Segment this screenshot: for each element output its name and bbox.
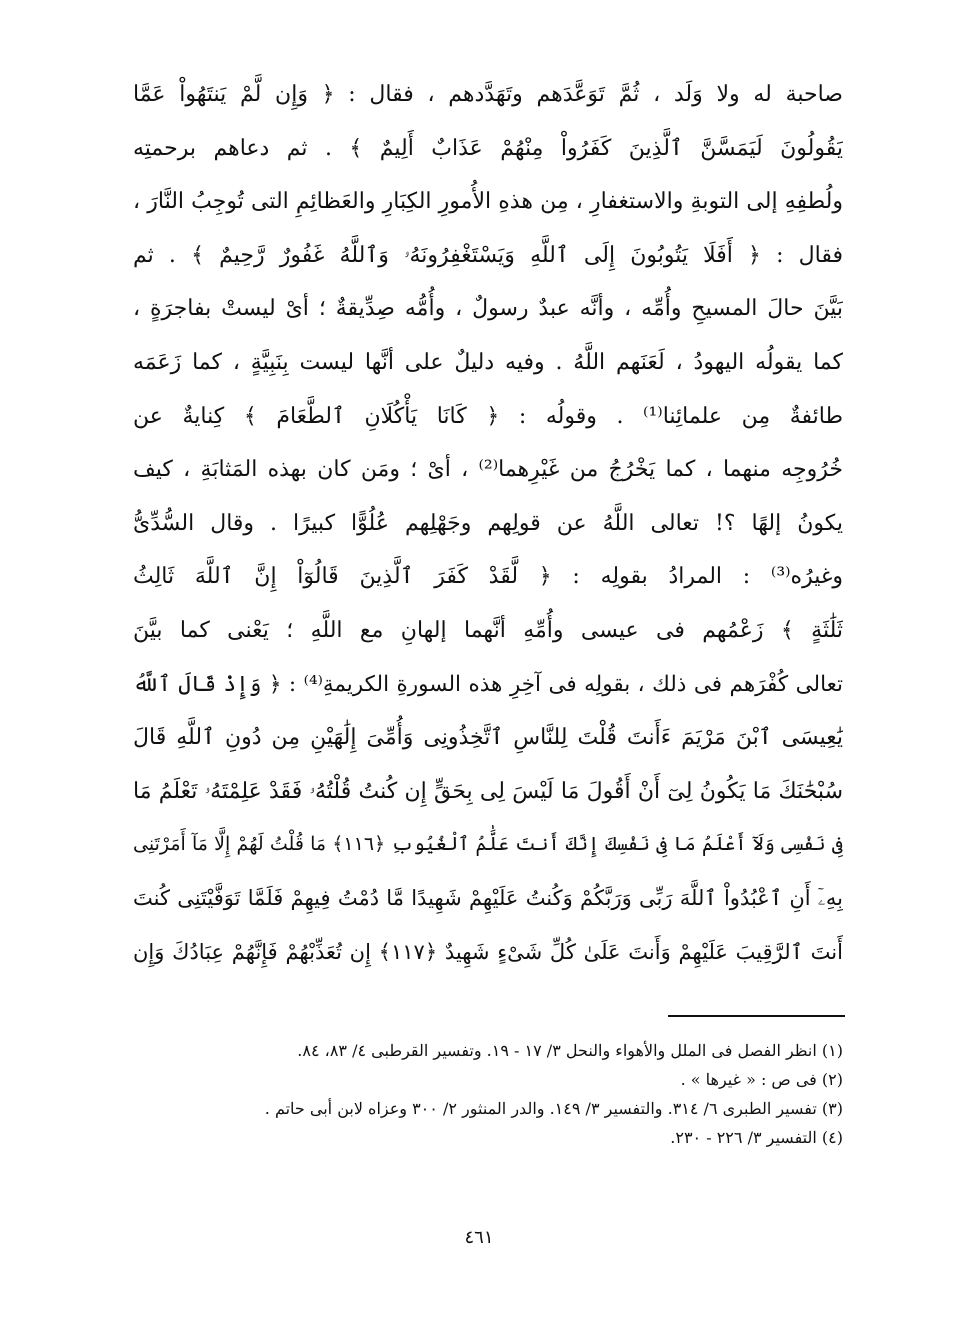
footnote: (١) انظر الفصل فى الملل والأهواء والنحل ٣/ ١٧ - ١٩. وتفسير القرطبى ٤/ ٨٣، ٨٤.	[297, 1041, 843, 1060]
text-line: يَٰعِيسَى ٱبْنَ مَرْيَمَ ءَأَنتَ قُلْتَ لِلنَّاسِ ٱتَّخِذُونِى وَأُمِّىَ إِلَٰهَيْنِ مِن دُونِ ٱللَّهِ قَالَ	[133, 725, 843, 751]
text-line: تعالى كُفْرَهم فى ذلك ، بقولِه فى آخِرِ هذه السورةِ الكريمةِ⁽⁴⁾ : ﴿ وَإِذْ قَالَ ٱللَّهُ	[133, 671, 843, 697]
text-line: كما يقولُه اليهودُ ، لَعَنَهم اللَّهُ . وفيه دليلٌ على أنَّها ليست بِنَبِيَّةٍ ، كما زَعَمَه	[133, 349, 843, 375]
text-line: ولُطفِهِ إلى التوبةِ والاستغفارِ ، مِن هذهِ الأُمورِ الكِبَارِ والعَظائِمِ التى تُوجِبُ النَّارَ ،	[133, 189, 843, 215]
text-line: أَنتَ ٱلرَّقِيبَ عَلَيْهِمْ وَأَنتَ عَلَىٰ كُلِّ شَىْءٍ شَهِيدٌ ﴿١١٧﴾ إِن تُعَذِّبْهُمْ فَإِنَّهُمْ عِبَادُكَ وَإِن	[133, 939, 843, 964]
text-line: يكونُ إلهًا ؟! تعالى اللَّهُ عن قولِهم وجَهْلِهم عُلُوًّا كبيرًا . وقال السُّدِّىُّ	[133, 510, 843, 536]
text-line: فِى نَفْسِى وَلَآ أَعْلَمُ مَا فِى نَفْسِكَ إِنَّكَ أَنتَ عَلَّٰمُ ٱلْغُيُوبِ ﴿١١٦﴾ مَا قُلْتُ لَهُمْ إِلَّا مَآ أَمَرْتَنِى	[133, 833, 843, 856]
footnote-separator	[668, 1015, 845, 1017]
footnotes	[150, 1036, 843, 1152]
text-line: بِهِۦٓ أَنِ ٱعْبُدُواْ ٱللَّهَ رَبِّى وَرَبَّكُمْ وَكُنتُ عَلَيْهِمْ شَهِيدًا مَّا دُمْتُ فِيهِمْ فَلَمَّا تَوَفَّيْتَنِى كُنتَ	[133, 885, 843, 910]
text-line: خُرُوجِه منهما ، كما يَخْرُجُ من غَيْرِهما⁽²⁾ ، أىْ ؛ ومَن كان بهذه المَثابَةِ ، كيف	[133, 457, 843, 483]
text-line: بَيَّنَ حالَ المسيحِ وأُمِّه ، وأنَّه عبدٌ رسولٌ ، وأُمُّه صِدِّيقةٌ ؛ أىْ ليستْ بفاجرَةٍ ،	[133, 296, 843, 322]
text-line: طائفةٌ مِن علمائِنا⁽¹⁾ . وقولُه : ﴿ كَانَا يَأْكُلَانِ ٱلطَّعَامَ ﴾ كِنايةٌ عن	[133, 403, 843, 429]
text-line: صاحبة له ولا وَلَد ، ثُمَّ تَوَعَّدَهم وتَهَدَّدهم ، فقال : ﴿ وَإِن لَّمْ يَنتَهُواْ عَمَّا	[133, 82, 843, 107]
footnote: (٢) فى ص : « غيرها » .	[680, 1070, 843, 1089]
text-line: سُبْحَٰنَكَ مَا يَكُونُ لِىٓ أَنْ أَقُولَ مَا لَيْسَ لِى بِحَقٍّ إِن كُنتُ قُلْتُهُۥ فَقَدْ عَلِمْتَهُۥ تَعْلَمُ مَا	[133, 778, 843, 804]
text-line: فقال : ﴿ أَفَلَا يَتُوبُونَ إِلَى ٱللَّهِ وَيَسْتَغْفِرُونَهُۥ وَٱللَّهُ غَفُورٌ رَّحِيمٌ ﴾ . ثم	[133, 242, 843, 268]
page-number: ٤٦١	[464, 1227, 494, 1248]
text-line: ثَلَٰثَةٍ ﴾ زَعْمُهم فى عيسى وأُمِّهِ أنَّهما إلهانِ مع اللَّهِ ؛ يَعْنى كما بيَّنَ	[133, 617, 843, 643]
main-text	[133, 68, 843, 979]
text-line: وغيرُه⁽³⁾ : المرادُ بقولِه : ﴿ لَّقَدْ كَفَرَ ٱلَّذِينَ قَالُوٓاْ إِنَّ ٱللَّهَ ثَالِثُ	[133, 564, 843, 590]
footnote: (٣) تفسير الطبرى ٦/ ٣١٤. والتفسير ٣/ ١٤٩. والدر المنثور ٢/ ٣٠٠ وعزاه لابن أبى حاتم .	[264, 1099, 843, 1118]
text-line: يَقُولُونَ لَيَمَسَّنَّ ٱلَّذِينَ كَفَرُواْ مِنْهُمْ عَذَابٌ أَلِيمٌ ﴾ . ثم دعاهم برحمتِه	[133, 135, 843, 161]
footnote: (٤) التفسير ٣/ ٢٢٦ - ٢٣٠.	[670, 1128, 843, 1147]
